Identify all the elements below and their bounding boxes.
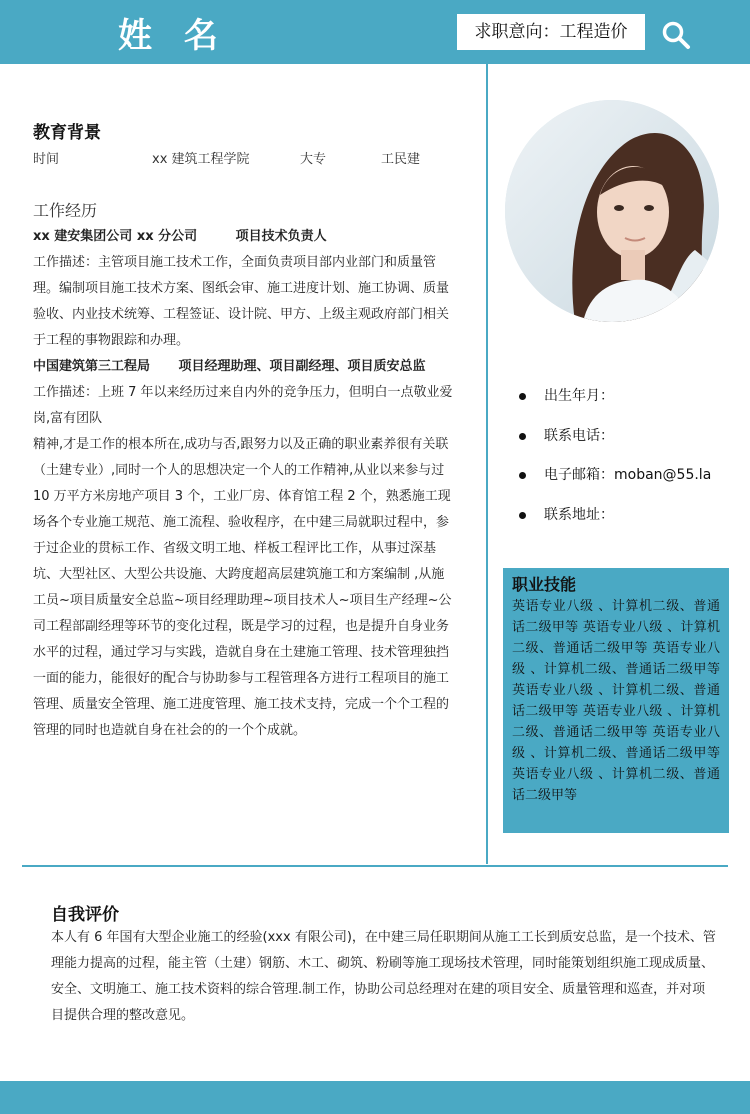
evaluation-title: 自我评价 bbox=[51, 905, 119, 925]
education-major: 工民建 bbox=[381, 152, 421, 167]
search-icon[interactable] bbox=[661, 20, 691, 50]
job1-role: 项目技术负责人 bbox=[235, 229, 327, 244]
bullet-icon bbox=[519, 393, 526, 400]
job-objective: 求职意向：工程造价 bbox=[457, 14, 645, 50]
job2-header bbox=[33, 354, 453, 380]
job1-header bbox=[33, 224, 453, 250]
skills-text: 英语专业八级 、计算机二级、普通话二级甲等 英语专业八级 、计算机二级、普通话二级甲等 英语专业八级 、计算机二级、普通话二级甲等 英语专业八级 、计算机二级、普通话二级甲等 英语专业八级 、计算机二级、普通话二级甲等 英语专业八级 、计算机二级、普通话二级甲等 英语专业八级 、计算机二级、普通话二级甲等 bbox=[512, 599, 720, 803]
work-title: 工作经历 bbox=[33, 201, 98, 220]
job1-description: 工作描述：主管项目施工技术工作，全面负责项目部内业部门和质量管理。编制项目施工技术方案、图纸会审、施工进度计划、施工协调、质量验收、内业技术统筹、工程签证、设计院、甲方、上级主观政府部门相关于工程的事物跟踪和办理。 bbox=[33, 255, 450, 348]
job2-company: 中国建筑第三工程局 bbox=[33, 359, 151, 374]
info-address: 联系地址： bbox=[519, 504, 739, 524]
education-title: 教育背景 bbox=[33, 123, 101, 143]
section-divider bbox=[22, 865, 728, 867]
job2-description: 工作描述：上班 7 年以来经历过来自内外的竞争压力，但明白一点敬业爱岗,富有团队 bbox=[33, 385, 453, 426]
bullet-icon bbox=[519, 512, 526, 519]
education-school: xx 建筑工程学院 bbox=[152, 152, 250, 167]
skills-title: 职业技能 bbox=[512, 575, 577, 594]
info-phone: 联系电话： bbox=[519, 425, 739, 445]
column-divider bbox=[486, 64, 488, 864]
work-experience bbox=[33, 224, 453, 744]
bullet-icon bbox=[519, 433, 526, 440]
education-degree: 大专 bbox=[300, 152, 327, 167]
evaluation-text: 本人有 6 年国有大型企业施工的经验(xxx 有限公司)，在中建三局任职期间从施工工长到质安总监，是一个技术、管理能力提高的过程，能主管（土建）钢筋、木工、砌筑、粉刷等施工现场技术管理，同时能策划组织施工现成质量、安全、文明施工、施工技术资料的综合管理.制工作，协助公司总经理对在建的项目安全、质量管理和巡查，并对项目提供合理的整改意见。 bbox=[51, 930, 716, 1023]
info-email: 电子邮箱：moban@55.la bbox=[519, 464, 739, 484]
education-time-label: 时间 bbox=[33, 152, 60, 167]
header-bar bbox=[0, 0, 750, 64]
footer-bar bbox=[0, 1081, 750, 1114]
skills-panel bbox=[503, 568, 729, 833]
avatar bbox=[505, 100, 719, 322]
portrait-image bbox=[505, 100, 719, 322]
job1-company: xx 建安集团公司 xx 分公司 bbox=[33, 229, 198, 244]
job2-role: 项目经理助理、项目副经理、项目质安总监 bbox=[178, 359, 426, 374]
bullet-icon bbox=[519, 472, 526, 479]
applicant-name: 姓 名 bbox=[118, 16, 228, 56]
job2-more: 精神,才是工作的根本所在,成功与否,跟努力以及正确的职业素养很有关联（土建专业）,同时一个人的思想决定一个人的工作精神,从业以来参与过 10 万平方米房地产项目 3 个，工业厂房、体育馆工程 2 个，熟悉施工现场各个专业施工规范、施工流程、验收程序，在中建三局就职过程中，参于过企业的贯标工作、省级文明工地、样板工程评比工作，从事过深基坑、大型社区、大型公共设施、大跨度超高层建筑施工和方案编制 ,从施工员~项目质量安全总监~项目经理助理~项目技术人~项目生产经理~公司工程部副经理等环节的变化过程，既是学习的过程，也是提升自身业务水平的过程，通过学习与实践，造就自身在土建施工管理、技术管理独挡一面的能力，能很好的配合与协助参与工程管理各方进行工程项目的施工管理、质量安全管理、施工进度管理、施工技术支持，完成一个个工程的管理的同时也造就自身在社会的的一个个成就。 bbox=[33, 437, 452, 738]
info-birth: 出生年月： bbox=[519, 385, 739, 405]
